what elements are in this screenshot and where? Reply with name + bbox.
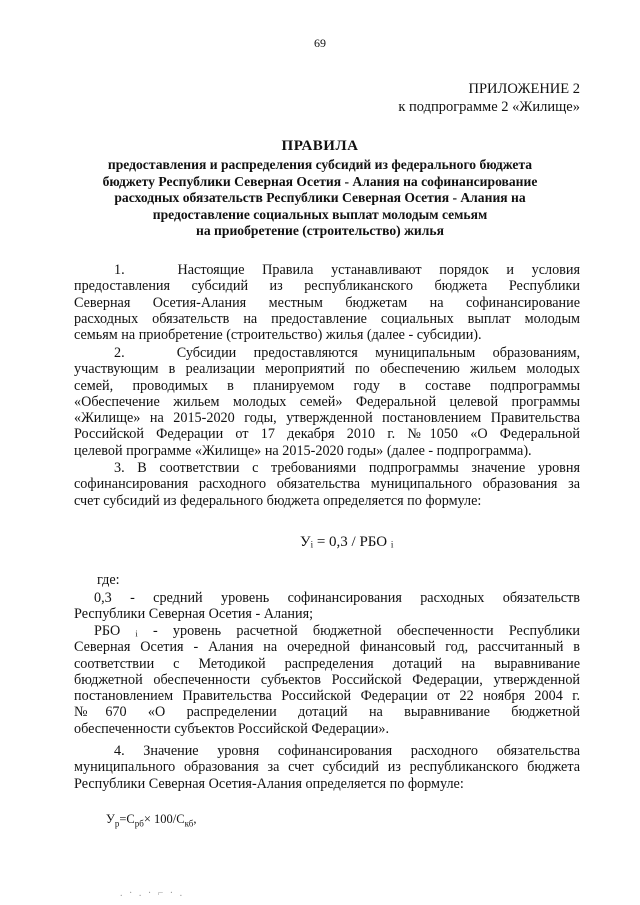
text-line: 3. В соответствии с требованиями подпрограммы значение уровня <box>114 460 580 476</box>
formula-tail: , <box>193 812 197 826</box>
text-line: целевой программе «Жилище» на 2015-2020 годы» (далее - подпрограмма). <box>74 442 532 459</box>
paragraph-2 <box>74 345 580 459</box>
rules-subtitle <box>60 157 580 240</box>
text-line: 1. Настоящие Правила устанавливают порядок и условия <box>114 262 580 278</box>
text-line: бюджетной обеспеченности субъектов Российской Федерации, утвержденной <box>74 671 580 688</box>
text-line: постановлением Правительства Российской Федерации от 22 ноября 2004 г. <box>74 688 580 705</box>
formula-y-sub: р <box>114 818 120 829</box>
formula-c1-sub: рб <box>134 818 144 829</box>
where-label: где: <box>97 572 120 588</box>
formula-federal-share: Уᵢ = 0,3 / РБО ᵢ <box>300 534 394 550</box>
text-line: Северная Осетия - Алания на очередной финансовый год, рассчитанный в <box>74 639 580 656</box>
text-line: семей, проводимых в планируемом году в составе подпрограммы <box>74 377 580 394</box>
formula-y: У <box>106 812 115 826</box>
text-line: участвующим в реализации мероприятий по обеспечению жильем молодых <box>74 361 580 378</box>
text-line: 0,3 - средний уровень софинансирования расходных обязательств <box>94 590 580 606</box>
text-line: 4. Значение уровня софинансирования расходного обязательства <box>114 743 580 759</box>
text-line: семьям на приобретение (строительство) жилья (далее - субсидии). <box>74 327 482 344</box>
appendix-subtitle: к подпрограмме 2 «Жилище» <box>398 99 580 115</box>
subtitle-line: на приобретение (строительство) жилья <box>196 223 444 238</box>
text-line: «Обеспечение жильем молодых семей» Федеральной целевой программы <box>74 393 580 410</box>
text-line: РБО ᵢ - уровень расчетной бюджетной обеспеченности Республики <box>94 623 580 639</box>
formula-c2-sub: кб <box>184 818 194 829</box>
rules-title: ПРАВИЛА <box>281 138 359 154</box>
definition-rbo <box>74 623 580 737</box>
text-line: предоставления субсидий из республиканского бюджета Республики <box>74 278 580 295</box>
subtitle-line: предоставления и распределения субсидий из федерального бюджета <box>107 157 533 172</box>
text-line: «Жилище» на 2015-2020 годы, утвержденной постановлением Правительства <box>74 410 580 427</box>
appendix-header <box>398 80 580 116</box>
definition-average-level <box>74 590 580 623</box>
formula-eq: =C <box>119 812 135 826</box>
formula-republican-share <box>106 812 196 829</box>
formula-mid: × 100/C <box>143 812 185 826</box>
text-line: муниципального образования за счет субсидий из республиканского бюджета <box>74 759 580 776</box>
text-line: счет субсидий из федерального бюджета определяется по формуле: <box>74 492 482 509</box>
text-line: Северная Осетия-Алания местным бюджетам на софинансирование <box>74 294 580 311</box>
text-line: софинансирования расходного обязательства муниципального образования за <box>74 476 580 493</box>
text-line: обеспеченности субъектов Российской Федерации». <box>74 720 389 737</box>
text-line: 2. Субсидии предоставляются муниципальным образованиям, <box>114 345 580 361</box>
text-line: Российской Федерации от 17 декабря 2010 г. №1050 «О Федеральной <box>74 426 580 443</box>
paragraph-1 <box>74 262 580 343</box>
text-line: №670 «О распределении дотаций на выравнивание бюджетной <box>74 704 580 721</box>
subtitle-line: бюджету Республики Северная Осетия - Алания на софинансирование <box>102 173 538 189</box>
text-line: Республики Северная Осетия - Алания; <box>74 606 314 623</box>
subtitle-line: расходных обязательств Республики Северная Осетия - Алания на <box>114 190 526 205</box>
text-line: расходных обязательств на предоставление социальных выплат молодым <box>74 310 580 327</box>
paragraph-3 <box>74 460 580 509</box>
text-line: соответствии с Методикой распределения дотаций на выравнивание <box>74 655 580 672</box>
paragraph-4 <box>74 743 580 792</box>
page-number: 69 <box>314 36 326 50</box>
text-line: Республики Северная Осетия-Алания определяется по формуле: <box>74 775 464 792</box>
appendix-title: ПРИЛОЖЕНИЕ 2 <box>468 81 580 97</box>
subtitle-line: предоставление социальных выплат молодым семьям <box>152 206 488 222</box>
scan-artifact: . · . · ⌐ · . <box>120 888 185 899</box>
